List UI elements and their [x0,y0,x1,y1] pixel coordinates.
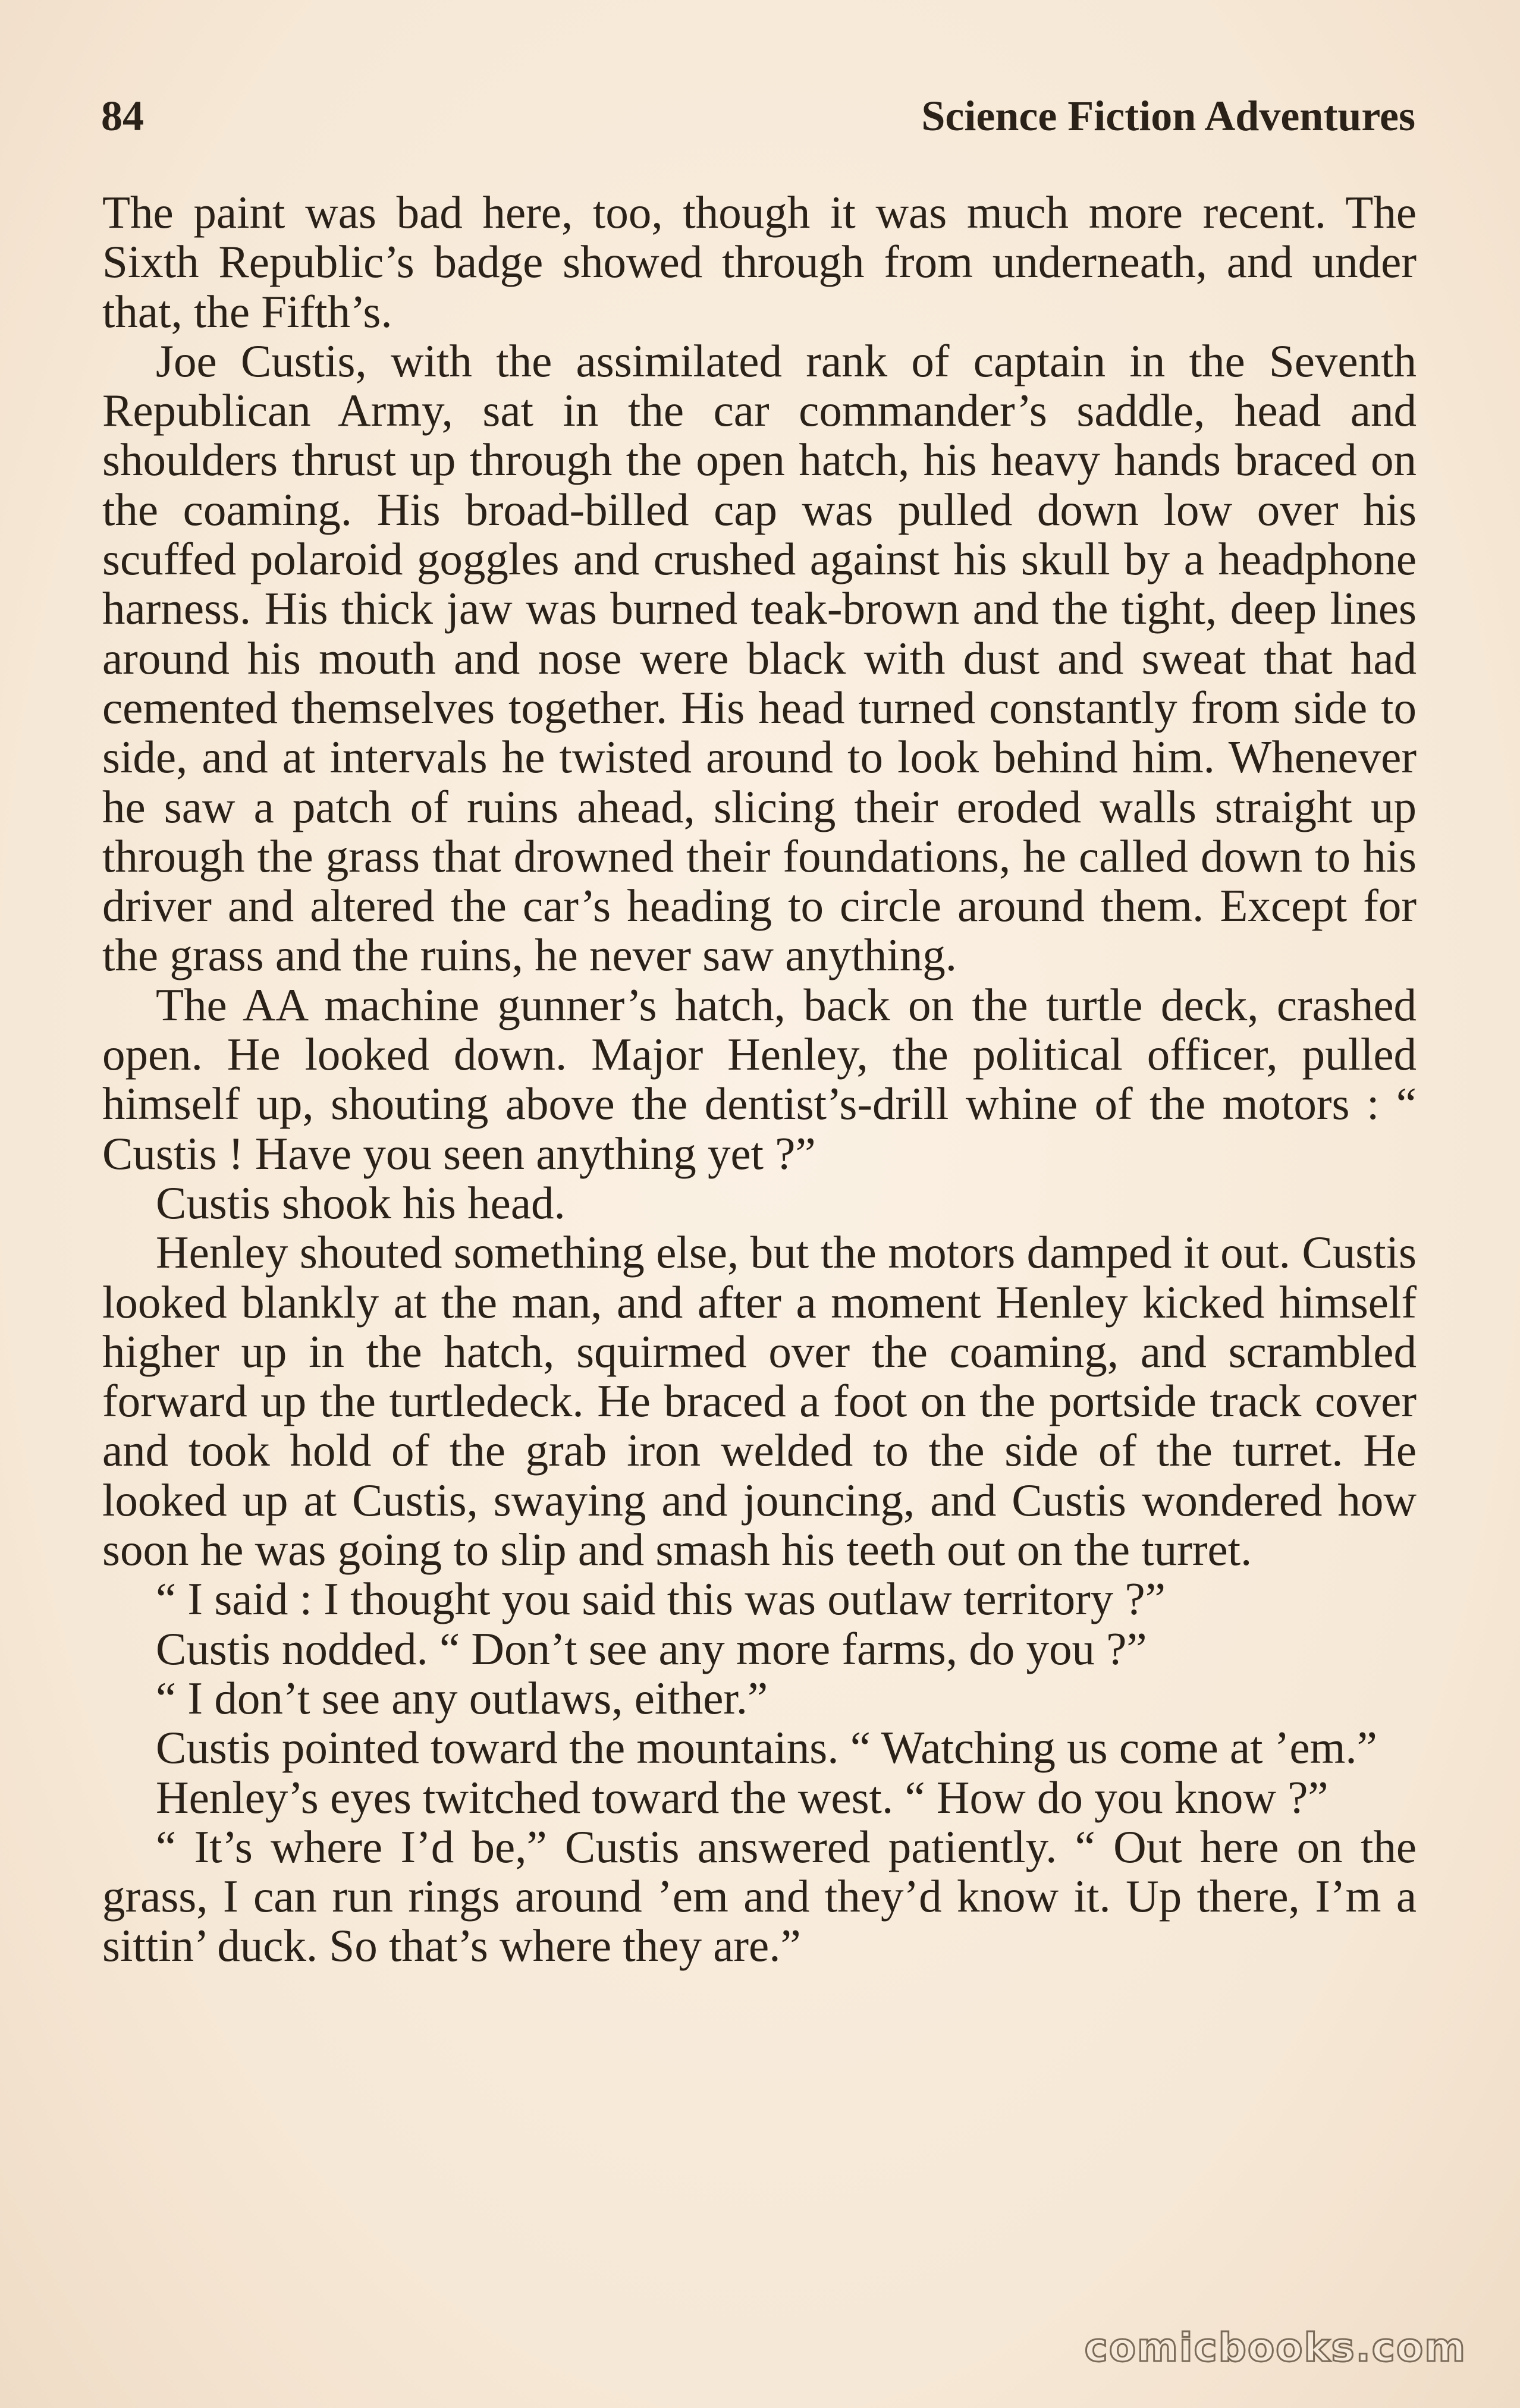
paragraph: Henley shouted something else, but the motors damped it out. Custis looked blankly at the man, and after a moment Henley kicked himself higher up in the hatch, squirmed over the coaming, and scrambled forward up the turtledeck. He braced a foot on the portside track cover and took hold of the grab iron welded to the side of the turret. He looked up at Custis, swaying and jouncing, and Custis wondered how soon he was going to slip and smash his teeth out on the turret. [102,1227,1417,1576]
paragraph: Custis pointed toward the mountains. “ Watching us come at ’em.” [156,1722,1377,1774]
paragraph: “ It’s where I’d be,” Custis answered patiently. “ Out here on the grass, I can run rings around ’em and they’d know it. Up there, I’m a sittin’ duck. So that’s where they are.” [102,1821,1417,1972]
paragraph: Custis shook his head. [156,1177,566,1228]
body-text [102,188,1417,1971]
paragraph: “ I said : I thought you said this was outlaw territory ?” [156,1573,1166,1625]
paragraph: Custis nodded. “ Don’t see any more farms, do you ?” [156,1623,1147,1674]
paragraph: The AA machine gunner’s hatch, back on the turtle deck, crashed open. He looked down. Major Henley, the political officer, pulled himself up, shouting above the dentist’s-drill whine of the motors : “ Custis ! Have you seen anything yet ?” [102,979,1417,1179]
running-title: Science Fiction Adventures [921,92,1415,140]
paragraph: “ I don’t see any outlaws, either.” [156,1672,768,1724]
paragraph: Joe Custis, with the assimilated rank of captain in the Seventh Republican Army, sat in the car commander’s saddle, head and shoulders thrust up through the open hatch, his heavy hands braced on the coaming. His broad-billed cap was pulled down low over his scuffed polaroid goggles and crushed against his skull by a headphone harness. His thick jaw was burned teak-brown and the tight, deep lines around his mouth and nose were black with dust and sweat that had cemented themselves together. His head turned constantly from side to side, and at intervals he twisted around to look behind him. Whenever he saw a patch of ruins ahead, slicing their eroded walls straight up through the grass that drowned their foundations, he called down to his driver and altered the car’s heading to circle around them. Except for the grass and the ruins, he never saw anything. [102,335,1417,981]
page-number: 84 [101,92,144,140]
paragraph: Henley’s eyes twitched toward the west. “ How do you know ?” [156,1771,1329,1823]
page-header [101,83,1415,149]
watermark: comicbooks.com [1084,2325,1466,2371]
paragraph: The paint was bad here, too, though it was much more recent. The Sixth Republic’s badge showed through from underneath, and under that, the Fifth’s. [102,187,1417,337]
